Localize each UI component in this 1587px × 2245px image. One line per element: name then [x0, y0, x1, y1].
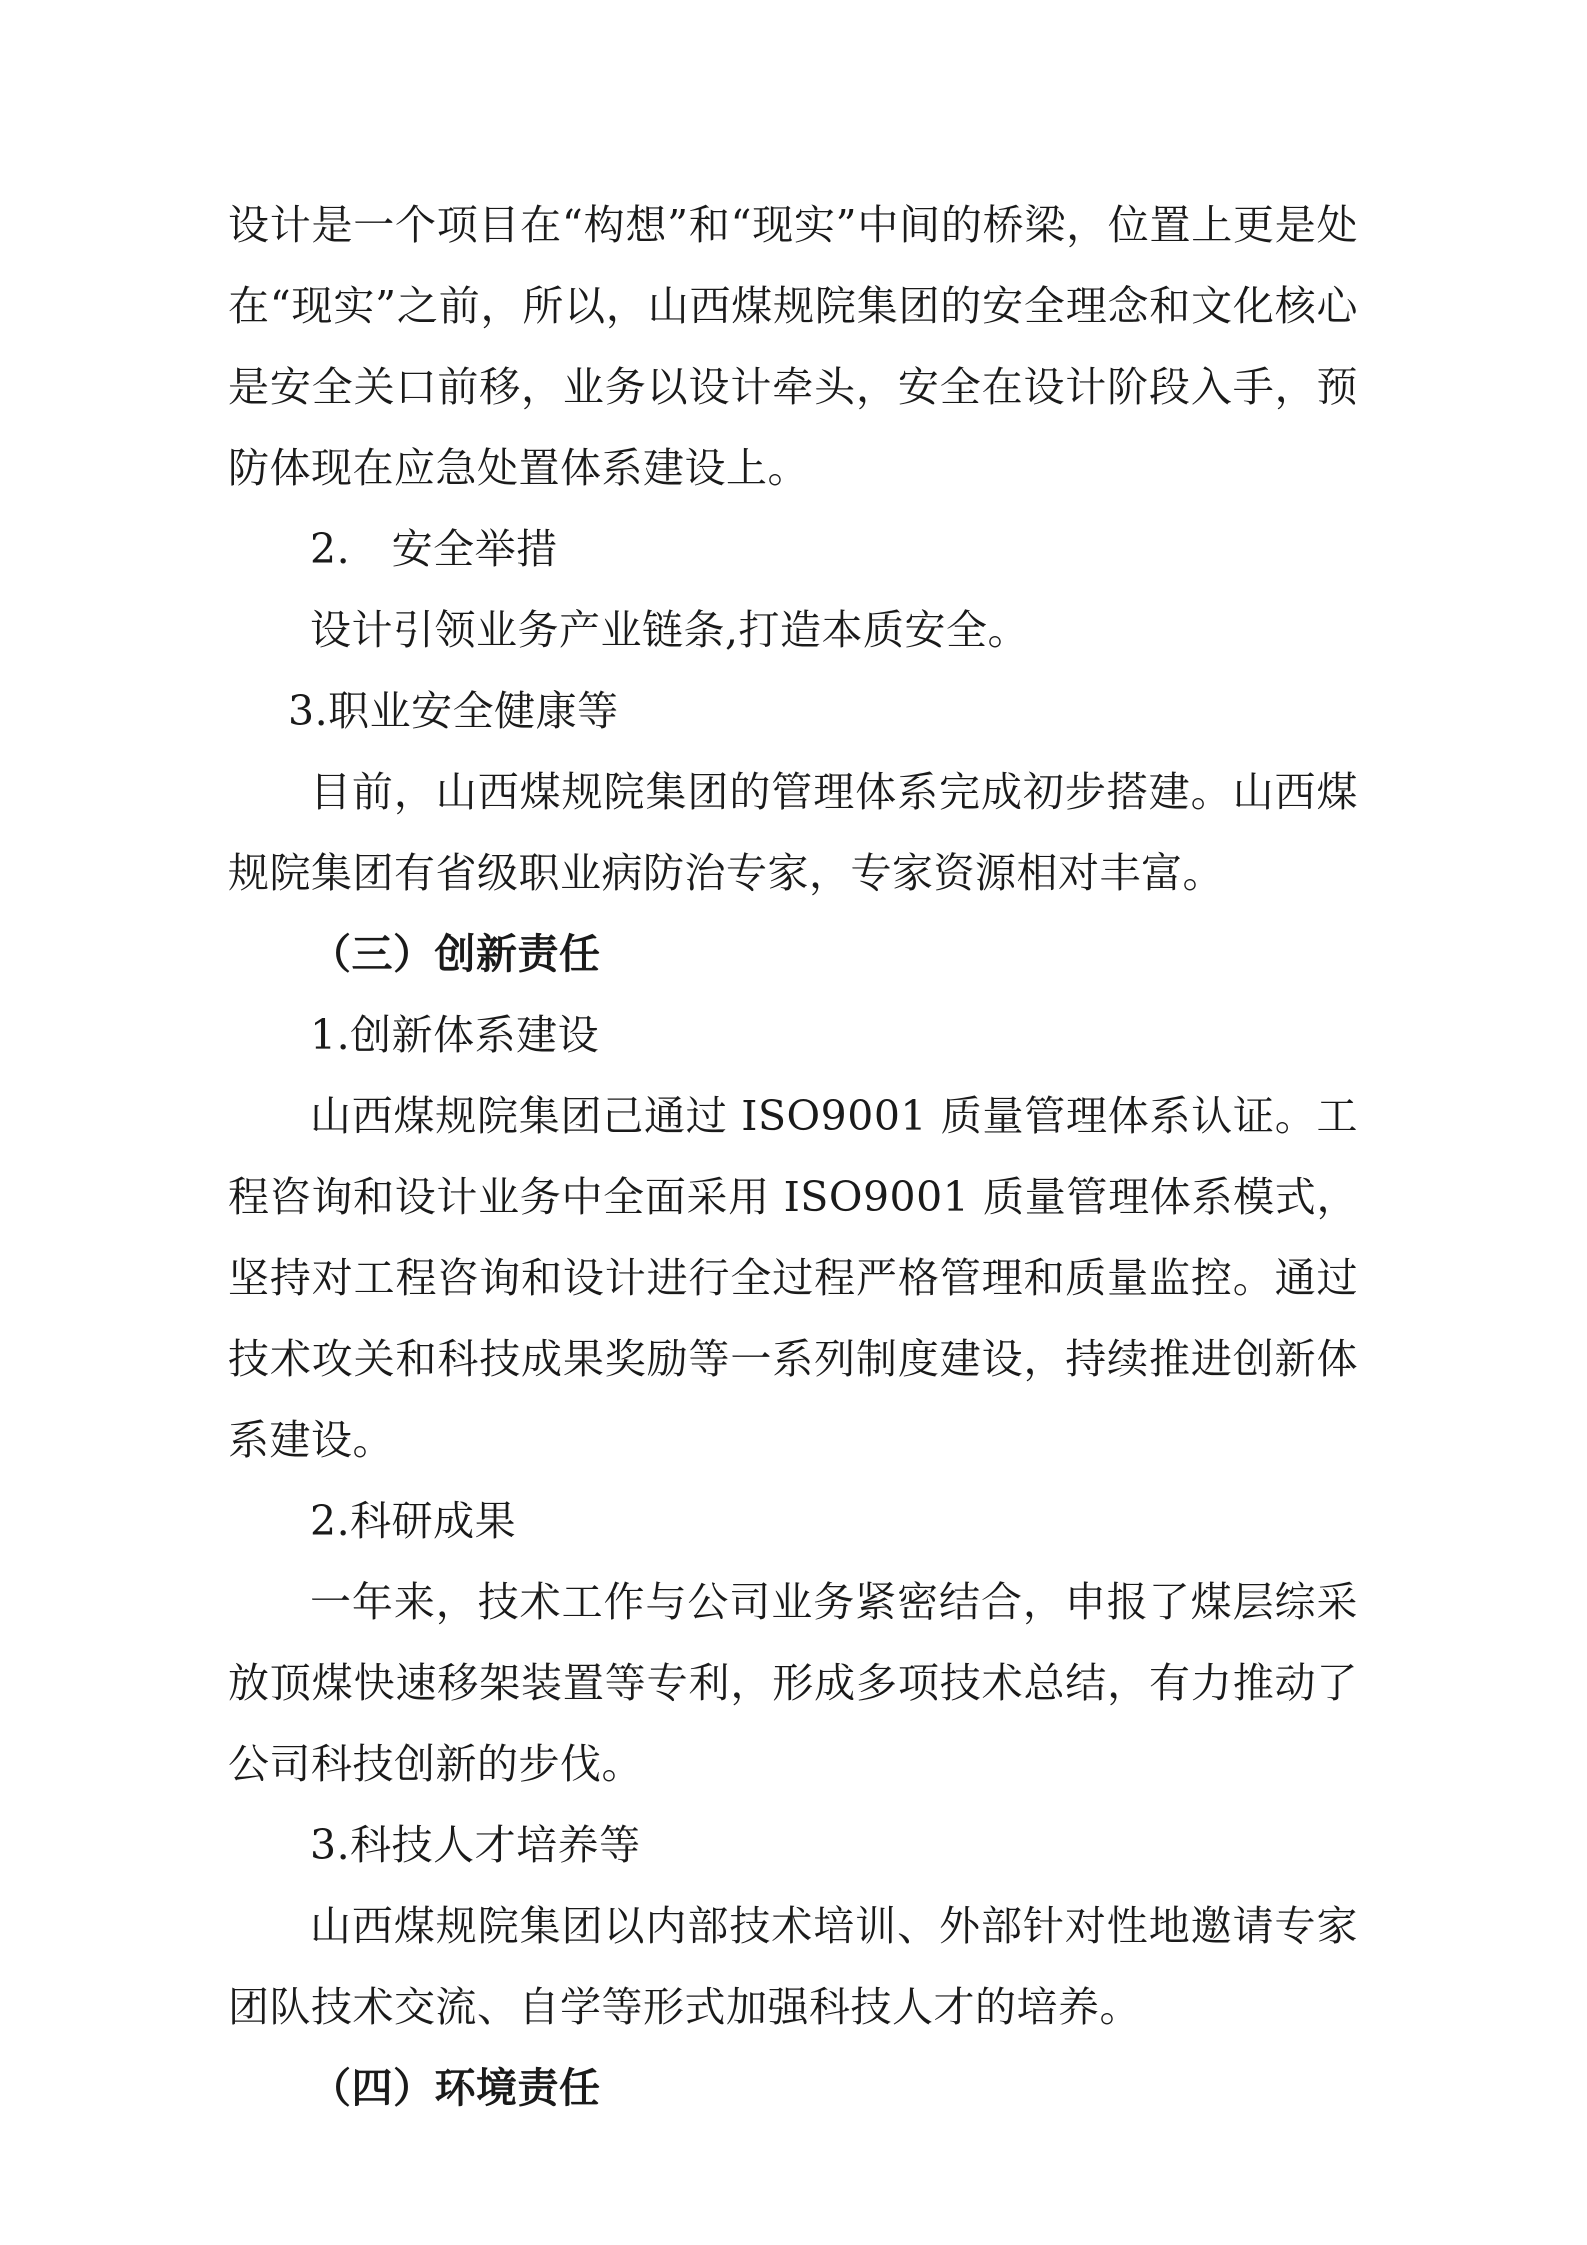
paragraph-design-bridge: 设计是一个项目在“构想”和“现实”中间的桥梁，位置上更是处在“现实”之前，所以，山西煤规院集团的安全理念和文化核心是安全关口前移，业务以设计牵头，安全在设计阶段入手，预防体现在应急处置体系建设上。	[228, 201, 1358, 492]
paragraph-talent-development: 山西煤规院集团以内部技术培训、外部针对性地邀请专家团队技术交流、自学等形式加强科技人才的培养。	[228, 1902, 1358, 2031]
paragraph-safety-measures: 设计引领业务产业链条,打造本质安全。	[310, 606, 1030, 654]
heading-innovation-system: 1.创新体系建设	[310, 1011, 600, 1059]
heading-innovation-responsibility: （三）创新责任	[310, 930, 601, 978]
paragraph-occupational-health: 目前，山西煤规院集团的管理体系完成初步搭建。山西煤规院集团有省级职业病防治专家，专家资源相对丰富。	[228, 768, 1358, 897]
page-text-body	[228, 185, 1358, 2129]
paragraph-innovation-system: 山西煤规院集团己通过 ISO9001 质量管理体系认证。工程咨询和设计业务中全面采用 ISO9001 质量管理体系模式，坚持对工程咨询和设计进行全过程严格管理和质量监控。通过技术攻关和科技成果奖励等一系列制度建设，持续推进创新体系建设。	[228, 1092, 1358, 1464]
heading-talent-development: 3.科技人才培养等	[310, 1821, 641, 1869]
heading-safety-measures: 2. 安全举措	[310, 525, 558, 573]
heading-occupational-health: 3.职业安全健康等	[288, 687, 619, 735]
paragraph-research-results: 一年来，技术工作与公司业务紧密结合，申报了煤层综采放顶煤快速移架装置等专利，形成多项技术总结，有力推动了公司科技创新的步伐。	[228, 1578, 1358, 1788]
heading-research-results: 2.科研成果	[310, 1497, 517, 1545]
heading-environment-responsibility: （四）环境责任	[310, 2064, 601, 2112]
